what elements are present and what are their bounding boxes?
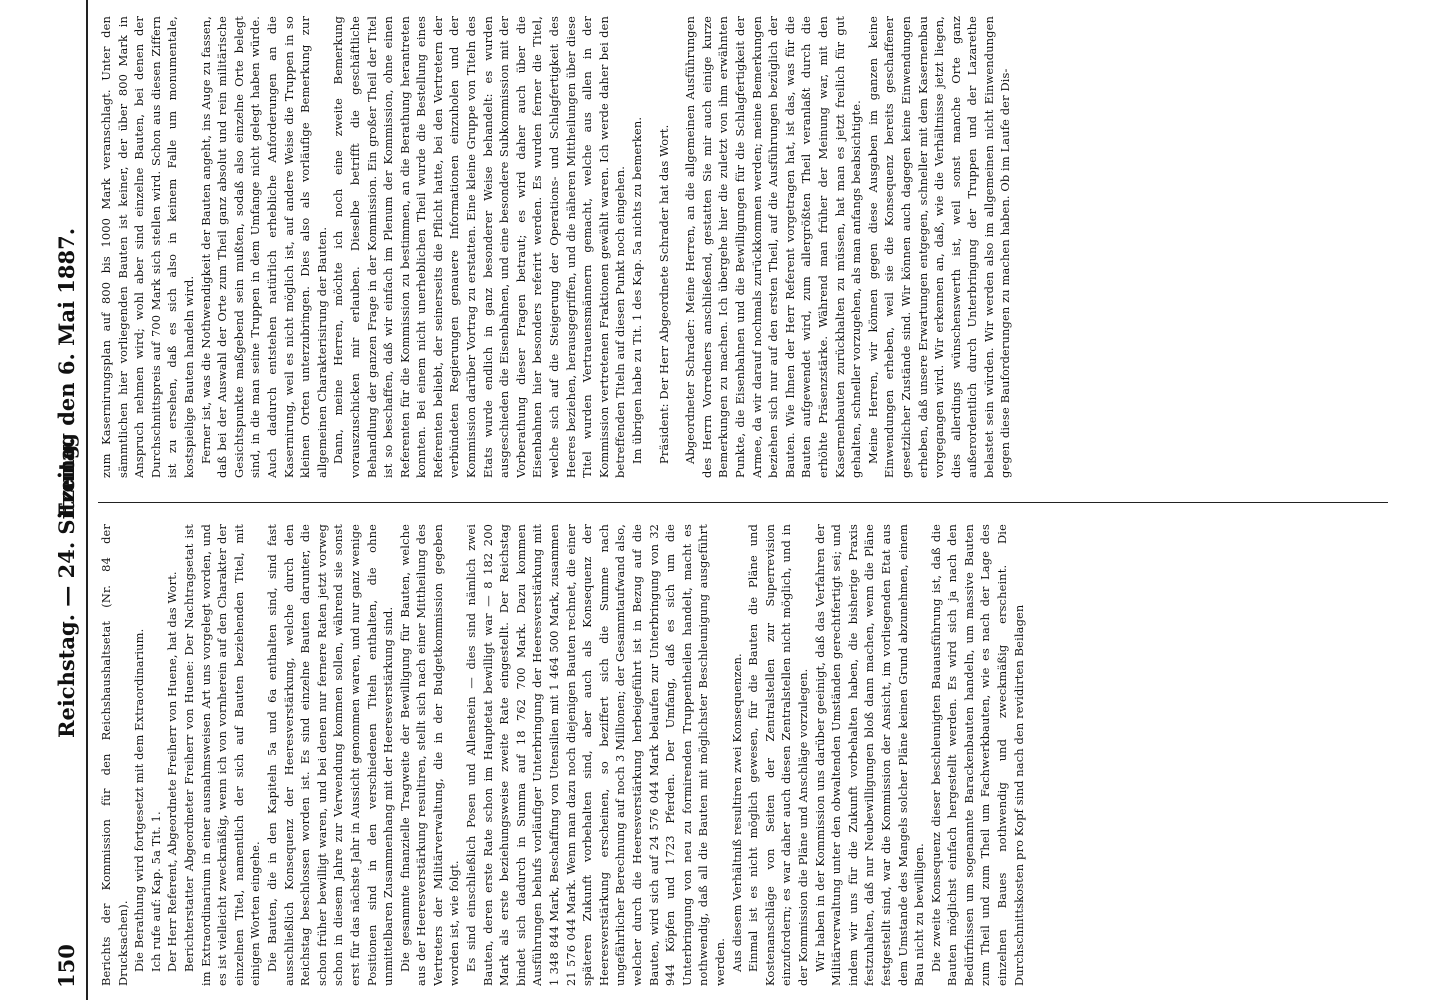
right-column [98, 16, 1398, 478]
document-page [26, 0, 1406, 1000]
paragraph: Meine Herren, wir können gegen diese Ausgaben im ganzen keine Einwendungen erheben, weil sie die Konsequenz bereits geschaffener gesetzlicher Zustände sind. Wir können auch dagegen keine Einwendungen erheben, daß unsere Erwartungen entgegen, schneller mit dem Kasernenbau vorgegangen wird. Wir erkennen an, daß, wie die Verhältnisse jetzt liegen, dies allerdings wünschenswerth ist, weil sonst manche Orte ganz außerordentlich durch Unterbringung der Truppen und der Lazarethe belastet sein würden. Wir werden also im allgemeinen nicht Einwendungen gegen diese Bauforderungen zu machen haben. Ob im Laufe der Dis- [865, 16, 1013, 478]
paragraph: Die Berathung wird fortgesetzt mit dem Extraordinarium. [132, 628, 147, 972]
paragraph: Es sind einschließlich Posen und Allenstein — dies sind nämlich zwei Bauten, deren erste Rate schon im Hauptetat bewilligt war — 8 182 200 Mark als erste beziehungsweise zweite Rate eingestellt. Der Reichstag bindet sich dadurch in Summa auf 18 762 700 Mark. Dazu kommen Ausführungen behufs vorläufiger Unterbringung der Heeresverstärkung mit 1 348 844 Mark, Beschaffung von Utensilien mit 1 464 500 Mark, zusammen 21 576 044 Mark. Wenn man dazu noch diejenigen Bauten rechnet, die einer späteren Zukunft vorbehalten sind, aber auch als Konsequenz der Heeresverstärkung erscheinen, so beziffert sich die Summe nach ungefährlicher Berechnung auf noch 3 Millionen; der Gesammtaufwand also, welcher durch die Heeresverstärkung herbeigeführt ist in Bezug auf die Bauten, wird sich auf 24 576 044 Mark belaufen zur Unterbringung von 32 944 Köpfen und 1723 Pferden. Der Umfang, daß es sich um die Unterbringung von neu zu formirenden Truppentheilen handelt, macht es nothwendig, daß all die Bauten mit möglichster Beschleunigung ausgeführt werden. [464, 524, 727, 986]
paragraph: Der Herr Referent, Abgeordnete Freiherr von Huene, hat das Wort. [165, 571, 180, 972]
paragraph: Einmal ist es nicht möglich gewesen, für die Bauten die Pläne und Kostenanschläge von Seiten der Zentralstellen zur Superrevision einzufordern; es war daher auch diesen Zentralstellen nicht möglich, und in der Kommission die Pläne und Anschläge vorzulegen. [746, 524, 810, 986]
spacer [646, 16, 656, 478]
page-number: 150 [54, 944, 79, 988]
left-column [98, 524, 1398, 986]
paragraph: Präsident: Der Herr Abgeordnete Schrader hat das Wort. [656, 124, 671, 464]
paragraph: Berichterstatter Abgeordneter Freiherr von Huene: Der Nachtragsetat ist im Extraordinarium in einer ausnahmsweisen Art uns vorgelegt worden, und es ist vielleicht zweckmäßig, wenn ich von vornherein auf den Charakter der einzelnen Titel, namentlich der sich auf Bauten beziehenden Titel, mit einigen Worten eingehe. [181, 524, 263, 986]
paragraph: Wir haben in der Kommission uns darüber geeinigt, daß das Verfahren der Militärverwaltung unter den obwaltenden Umständen gerechtfertigt sei; und indem wir uns für die Zukunft vorbehalten haben, die bisherige Praxis festzuhalten, daß nur Neubewilligungen bloß dann machen, wenn die Pläne festgestellt sind, war die Kommission der Ansicht, im vorliegenden Etat aus dem Umstande des Mangels solcher Pläne keinen Grund abzunehmen, einem Bau nicht zu bewilligen. [812, 524, 927, 986]
paragraph: Die gesammte finanzielle Tragweite der Bewilligung für Bauten, welche aus der Heeresverstärkung resultiren, stellt sich nach einer Mittheilung des Vertreters der Militärverwaltung, die in der Budgetkommission gegeben worden ist, wie folgt. [397, 524, 462, 986]
session-date: Freitag den 6. Mai 1887. [54, 227, 79, 518]
paragraph: Die zweite Konsequenz dieser beschleunigten Bauausführung ist, daß die Bauten möglichst einfach hergestellt werden. Es wird sich ja nach den Bedürfnissen um sogenannte Barackenbauten handeln, um massive Bauten zum Theil und zum Theil um Fachwerkbauten, wie es nach der Lage des einzelnen Baues nothwendig und zweckmäßig erscheint. Die Durchschnittskosten pro Kopf sind nach den revidirten Beilagen [928, 524, 1026, 986]
running-header [40, 0, 88, 1000]
digitization-credit [1409, 0, 1431, 1000]
paragraph: Abgeordneter Schrader: Meine Herren, an die allgemeinen Ausführungen des Herrn Vorredners anschließend, gestatten Sie mir auch einige kurze Bemerkungen zu machen. Ich übergehe hier die zuletzt von ihm erwähnten Punkte, die Eisenbahnen und die Bewilligungen für die Schlagfertigkeit der Armee, da wir darauf nochmals zurückkommen werden; meine Bemerkungen beziehen sich nur auf den ersten Theil, auf die Ausführungen bezüglich der Bauten. Wie Ihnen der Herr Referent vorgetragen hat, ist das, was für die Bauten aufgewendet wird, zum allergrößten Theil veranlaßt durch die erhöhte Präsenzstärke. Während man früher der Meinung war, mit den Kasernenbauten zurückhalten zu müssen, hat man es jetzt freilich für gut gehalten, schneller vorzugehen, als man anfangs beabsichtigte. [683, 16, 864, 478]
paragraph: Im übrigen habe zu Tit. 1 des Kap. 5a nichts zu bemerken. [630, 116, 644, 464]
paragraph: Berichts der Kommission für den Reichshaushaltsetat (Nr. 84 der Drucksachen). [99, 524, 130, 986]
paragraph: Ich rufe auf: Kap. 5a Tit. 1. [148, 811, 163, 972]
paragraph: Dann, meine Herren, möchte ich noch eine zweite Bemerkung vorauszuschicken mir erlauben. Dieselbe betrifft die geschäftliche Behandlung der ganzen Frage in der Kommission. Ein großer Theil der Titel ist so beschaffen, daß wir einfach im Plenum der Kommission, ohne einen Referenten für die Kommission zu bestimmen, an die Berathung herantreten konnten. Bei einem nicht unerheblichen Theil wurde die Bestellung eines Referenten beliebt, der seinerseits die Pflicht hatte, bei den Vertretern der verbündeten Regierungen genauere Informationen einzuholen und der Kommission darüber Vortrag zu erstatten. Eine kleine Gruppe von Titeln des Etats wurde endlich in ganz besonderer Weise behandelt: es wurden ausgeschieden die Eisenbahnen, und eine besondere Subkommission mit der Vorberathung dieser Fragen betraut; es wird daher auch über die Eisenbahnen hier besonders referirt werden. Es wurden ferner die Titel, welche sich auf die Steigerung der Operations- und Schlagfertigkeit des Heeres beziehen, herausgegriffen, und die näheren Mittheilungen über diese Titel wurden Vertrauensmännern gemacht, welche aus allen in der Kommission vertretenen Fraktionen gewählt waren. Ich werde daher bei den betreffenden Titeln auf diesen Punkt noch eingehen. [331, 16, 628, 478]
session-title: Reichstag. — 24. Sitzung. [54, 437, 79, 738]
header-rule [86, 0, 88, 1000]
paragraph: Aus diesem Verhältniß resultiren zwei Konsequenzen. [729, 653, 744, 972]
paragraph: zum Kasernirungsplan auf 800 bis 1000 Mark veranschlagt. Unter den sämmtlichen hier vorliegenden Bauten ist keiner, der über 800 Mark in Anspruch nehmen wird; wohl aber sind einzelne Bauten, bei denen der Durchschnittspreis auf 700 Mark sich stellen wird. Schon aus diesen Ziffern ist zu ersehen, daß es sich also in keinem Falle um monumentale, kostspielige Bauten handeln wird. [99, 16, 196, 478]
column-divider [98, 502, 1388, 503]
paragraph: Ferner ist, was die Nothwendigkeit der Bauten angeht, ins Auge zu fassen, daß bei der Auswahl der Orte zum Theil ganz absolut und rein militärische Gesichtspunkte maßgebend sein mußten, sodaß also einzelne Orte belegt sind, in die man seine Truppen in dem Umfange nicht gelegt haben würde. Auch dadurch entstehen natürlich erhebliche Anforderungen an die Kasernirung, weil es nicht möglich ist, auf andere Weise die Truppen in so kleinen Orten unterzubringen. Dies also als vorläufige Bemerkung zur allgemeinen Charakterisirung der Bauten. [198, 16, 329, 478]
spacer [672, 16, 682, 478]
paragraph: Die Bauten, die in den Kapiteln 5a und 6a enthalten sind, sind fast ausschließlich Konsequenz der Heeresverstärkung, welche durch den Reichstag beschlossen worden ist. Es sind einzelne Bauten darunter, die schon früher bewilligt waren, und bei denen nur fernere Raten jetzt vorweg schon in diesem Jahre zur Verwendung kommen sollen, während sie sonst erst für das nächste Jahr in Aussicht genommen waren, und nur ganz wenige Positionen sind in den verschiedenen Titeln enthalten, die ohne unmittelbaren Zusammenhang mit der Heeresverstärkung sind. [264, 524, 396, 986]
